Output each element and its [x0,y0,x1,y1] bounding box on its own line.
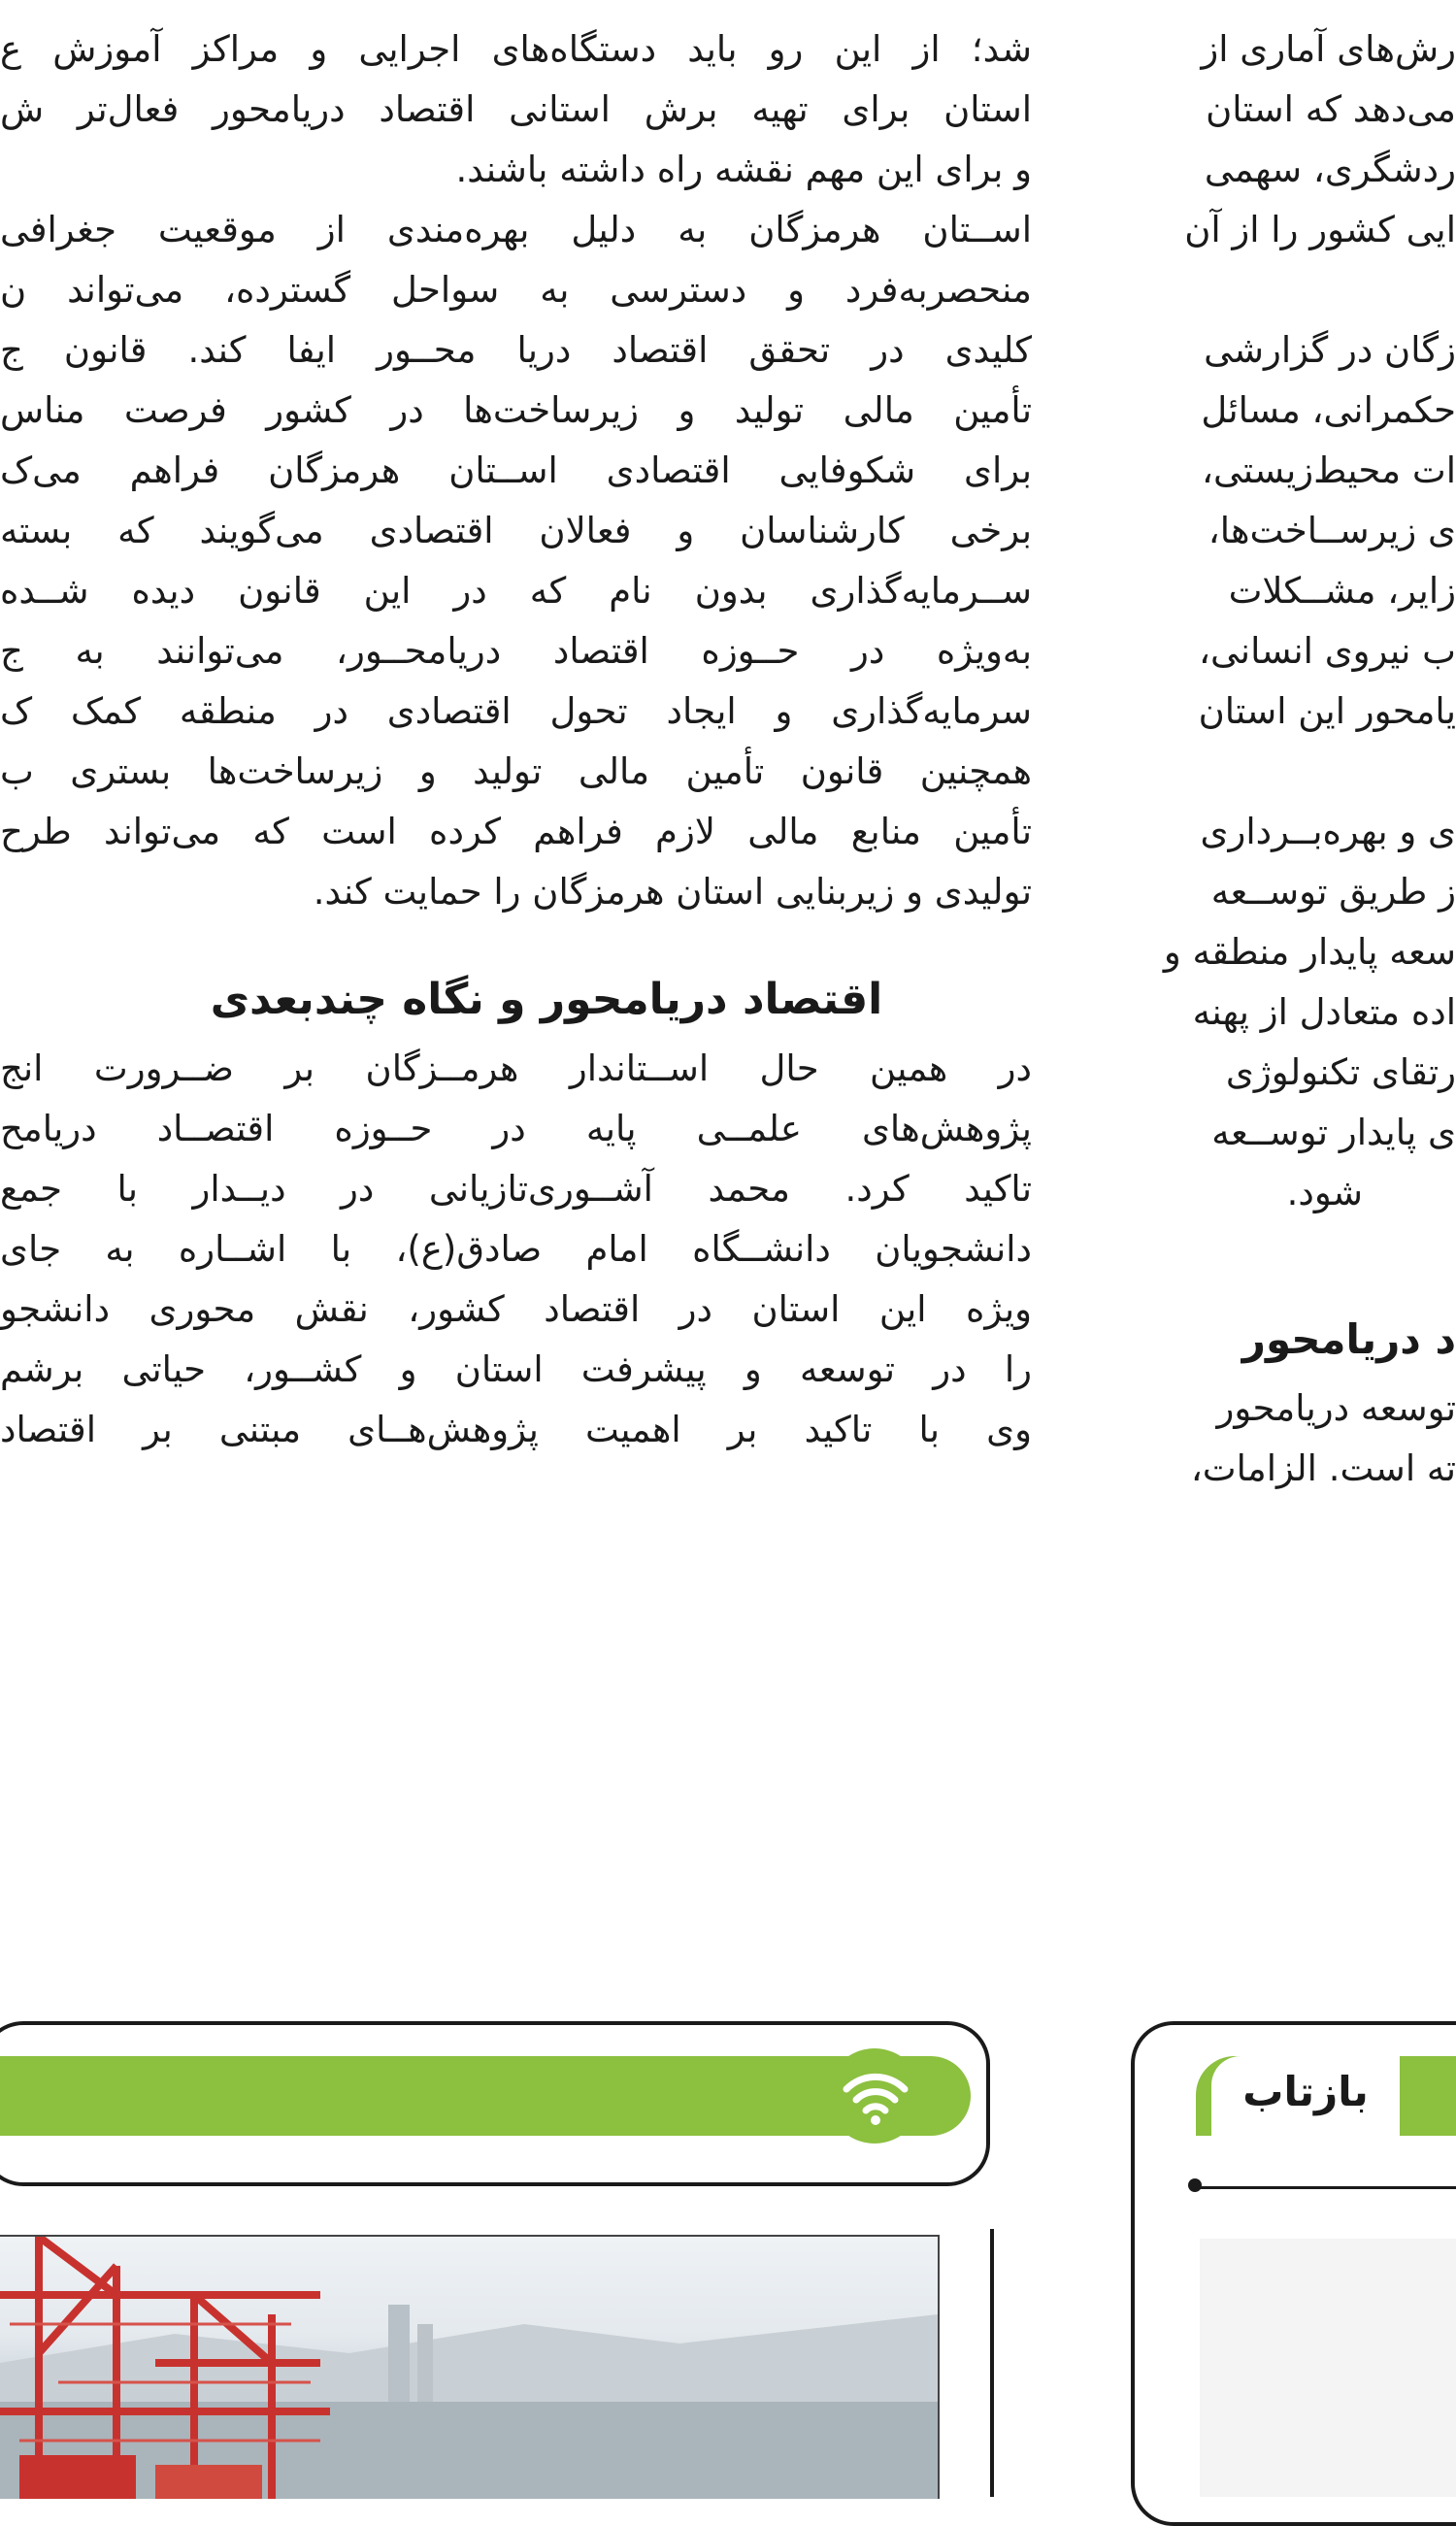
text-line: ز طریق توســعه [1210,871,1456,913]
text-line: تأمین منابع مالی لازم فراهم کرده است که می‌تواند طرح [0,811,1032,852]
text-line: اســتان هرمزگان به دلیل بهره‌مندی از موقعیت جغرافی [0,209,1032,250]
text-line: ب نیروی انسانی، [1199,630,1456,672]
text-line: را در توسعه و پیشرفت استان و کشــور، حیاتی برشم [0,1348,1032,1390]
text-line: در همین حال اســتاندار هرمــزگان بر ضــرورت انج [0,1047,1032,1089]
text-line: برخی کارشناسان و فعالان اقتصادی می‌گویند که بسته‌ [0,510,1032,551]
text-line: دانشجویان دانشــگاه امام صادق(ع)، با اشــاره به جای [0,1228,1032,1270]
reflection-tab-label: بازتاب [1211,2056,1400,2136]
text-line: زایر، مشــکلات [1228,570,1456,612]
right-section-heading: د دریامحور [1241,1315,1456,1363]
left-paragraph-1 [0,19,1032,200]
port-photo [0,2235,940,2499]
text-line: ردشگری، سهمی [1204,149,1456,190]
text-line: تأمین مالی تولید و زیرساخت‌ها در کشور فرصت مناس [0,389,1032,431]
left-column [0,19,1032,1460]
text-line: استان برای تهیه برش استانی اقتصاد دریامحور فعال‌تر ش [0,88,1032,130]
reflection-rule-dot [1188,2178,1202,2192]
text-line: یامحور این استان [1198,690,1456,732]
text-line: ی و بهره‌بــرداری [1200,811,1456,852]
text-line: ویژه این استان در اقتصاد کشور، نقش محوری دانشجو [0,1288,1032,1330]
text-line: و برای این مهم نقشه راه داشته باشند. [455,149,1032,190]
text-line: وی با تاکید بر اهمیت پژوهش‌هــای مبتنی بر اقتصاد [0,1409,1032,1450]
text-line: ته است. الزامات، [1190,1447,1456,1489]
text-line: ی زیرســاخت‌ها، [1208,510,1456,551]
reflection-panel [1200,2239,1456,2497]
text-line: حکمرانی، مسائل [1201,389,1456,431]
feed-header-bar [0,2056,971,2136]
text-line: همچنین قانون تأمین مالی تولید و زیرساخت‌ها بستری ب [0,750,1032,792]
text-line: اده متعادل از پهنه [1192,991,1456,1033]
text-line: کلیدی در تحقق اقتصاد دریا محــور ایفا کند. قانون ج [0,329,1032,371]
text-line: زگان در گزارشی [1204,329,1456,371]
text-line: می‌دهد که استان [1206,88,1456,130]
text-line: رتقای تکنولوژی [1225,1051,1456,1093]
text-line: منحصربه‌فرد و دسترسی به سواحل گسترده، می‌تواند ن [0,269,1032,311]
text-line: تولیدی و زیربنایی استان هرمزگان را حمایت کند. [313,871,1032,913]
text-line: ایی کشور را از آن [1184,209,1456,250]
text-line: به‌ویژه در حــوزه اقتصاد دریامحــور، می‌توانند به ج [0,630,1032,672]
column-rule [990,2229,994,2497]
text-line: برای شکوفایی اقتصادی اســتان هرمزگان فراهم می‌ک [0,449,1032,491]
text-line: رش‌های آماری از [1201,28,1456,70]
text-line: ی پایدار توســعه [1211,1112,1456,1153]
left-paragraph-2 [0,200,1032,922]
right-column [1107,19,1456,1499]
section-heading: اقتصاد دریامحور و نگاه چندبعدی [210,975,883,1024]
text-line: سعه پایدار منطقه و [1163,931,1456,973]
text-line: شود. [1286,1172,1363,1213]
text-line: پژوهش‌های علمــی پایه در حــوزه اقتصــاد دریامح [0,1108,1032,1149]
text-line: ات محیط‌زیستی، [1202,449,1456,491]
left-paragraph-3 [0,1039,1032,1460]
reflection-rule [1192,2186,1456,2189]
text-line: تاکید کرد. محمد آشــوری‌تازیانی در دیــدار با جمع [0,1168,1032,1210]
crane-illustration [0,2237,938,2499]
wifi-icon [837,2056,914,2134]
text-line: شد؛ از این رو باید دستگاه‌های اجرایی و مراکز آموزش ع [0,28,1032,70]
text-line: سرمایه‌گذاری و ایجاد تحول اقتصادی در منطقه کمک ک [0,690,1032,732]
text-line: توسعه دریامحور [1216,1387,1456,1429]
text-line: ســرمایه‌گذاری بدون نام که در این قانون دیده شــده [0,570,1032,612]
